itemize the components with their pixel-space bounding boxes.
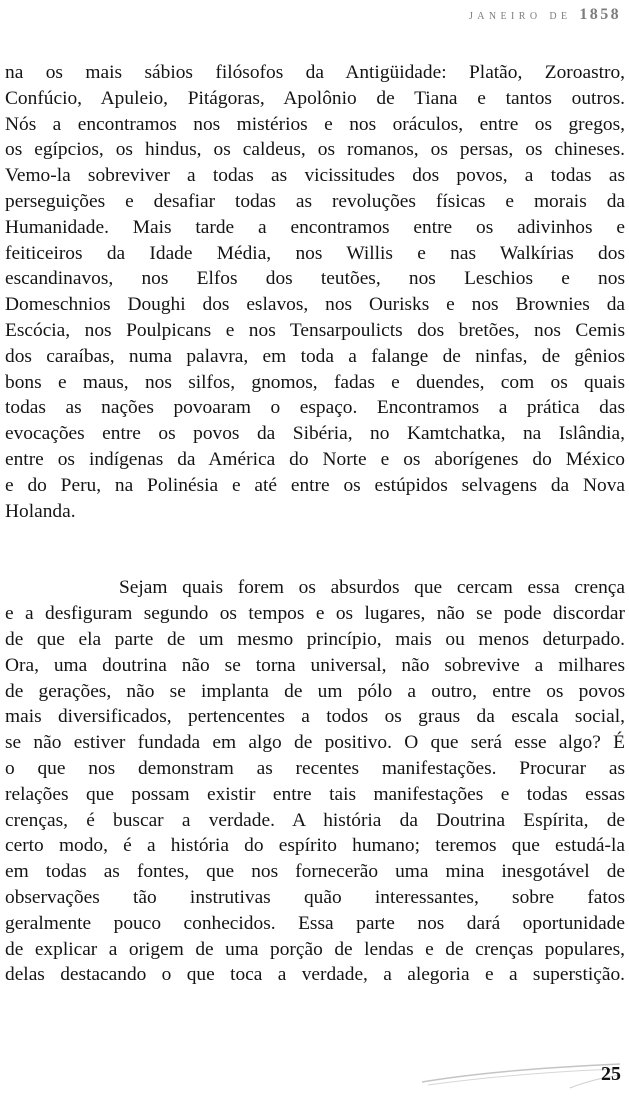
text-line: Holanda. xyxy=(5,500,76,522)
text-line: perseguições e desafiar todas as revoluções físicas e morais da xyxy=(5,190,625,212)
text-line: em todas as fontes, que nos fornecerão uma mina inesgotável de xyxy=(5,861,625,883)
running-header xyxy=(469,6,621,24)
text-line: de gerações, não se implanta de um pólo a outro, entre os povos xyxy=(5,680,625,702)
text-line: mais diversificados, pertencentes a todos os graus da escala social, xyxy=(5,706,625,728)
text-line: evocações entre os povos da Sibéria, no Kamtchatka, na Islândia, xyxy=(5,423,625,445)
text-line: escandinavos, nos Elfos dos teutões, nos Leschios e nos xyxy=(5,268,625,290)
text-line: Vemo-la sobreviver a todas as vicissitudes dos povos, a todas as xyxy=(5,165,625,187)
text-line: geralmente pouco conhecidos. Essa parte nos dará oportunidade xyxy=(5,912,625,934)
text-line: entre os indígenas da América do Norte e os aborígenes do México xyxy=(5,448,625,470)
page-number: 25 xyxy=(601,1063,621,1085)
text-line: o que nos demonstram as recentes manifestações. Procurar as xyxy=(5,757,625,779)
text-line: os egípcios, os hindus, os caldeus, os romanos, os persas, os chineses. xyxy=(5,139,625,161)
text-line: delas destacando o que toca a verdade, a alegoria e a superstição. xyxy=(5,964,625,986)
text-line: feiticeiros da Idade Média, nos Willis e nas Walkírias dos xyxy=(5,242,625,264)
text-line: Escócia, nos Poulpicans e nos Tensarpoulicts dos bretões, nos Cemis xyxy=(5,319,625,341)
text-line: Domeschnios Doughi dos eslavos, nos Ourisks e nos Brownies da xyxy=(5,294,625,316)
text-line: crenças, é buscar a verdade. A história da Doutrina Espírita, de xyxy=(5,809,625,831)
text-line: Ora, uma doutrina não se torna universal, não sobrevive a milhares xyxy=(5,654,625,676)
footer-swoosh-ornament xyxy=(420,1058,625,1090)
text-line: e a desfiguram segundo os tempos e os lugares, não se pode discordar xyxy=(5,603,625,625)
text-line: certo modo, é a história do espírito humano; teremos que estudá-la xyxy=(5,835,625,857)
header-month-label: janeiro de xyxy=(468,8,572,23)
text-line: Nós a encontramos nos mistérios e nos oráculos, entre os gregos, xyxy=(5,113,625,135)
text-line: Confúcio, Apuleio, Pitágoras, Apolônio de Tiana e tantos outros. xyxy=(5,87,625,109)
text-line: observações tão instrutivas quão interessantes, sobre fatos xyxy=(5,886,625,908)
text-line: relações que possam existir entre tais manifestações e todas essas xyxy=(5,783,625,805)
text-line: de que ela parte de um mesmo princípio, mais ou menos deturpado. xyxy=(5,628,625,650)
text-line: se não estiver fundada em algo de positivo. O que será esse algo? É xyxy=(5,732,625,754)
paragraph-2 xyxy=(5,575,625,988)
text-line: todas as nações povoaram o espaço. Encontramos a prática das xyxy=(5,397,625,419)
text-line: Sejam quais forem os absurdos que cercam essa crença xyxy=(119,577,625,599)
text-line: dos caraíbas, numa palavra, em toda a falange de ninfas, de gênios xyxy=(5,345,625,367)
text-line: e do Peru, na Polinésia e até entre os estúpidos selvagens da Nova xyxy=(5,474,625,496)
body-text xyxy=(5,60,625,988)
text-line: Humanidade. Mais tarde a encontramos entre os adivinhos e xyxy=(5,216,625,238)
text-line: bons e maus, nos silfos, gnomos, fadas e duendes, com os quais xyxy=(5,371,625,393)
text-line: de explicar a origem de uma porção de lendas e de crenças populares, xyxy=(5,938,625,960)
paragraph-1 xyxy=(5,60,625,524)
text-line: na os mais sábios filósofos da Antigüidade: Platão, Zoroastro, xyxy=(5,62,625,83)
paragraph-spacer xyxy=(5,524,625,575)
header-year: 1858 xyxy=(579,6,621,23)
